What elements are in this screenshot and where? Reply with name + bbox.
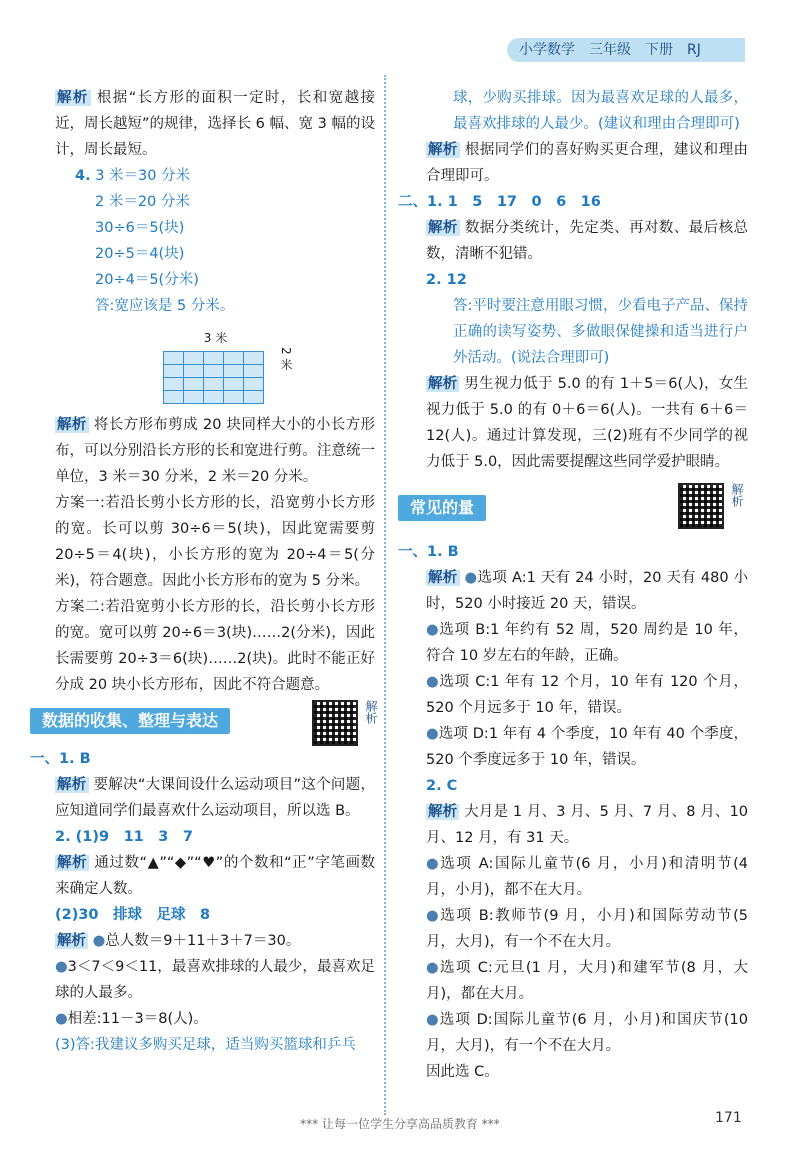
- analysis-paragraph: [398, 799, 748, 851]
- bulb-icon: ●: [426, 960, 441, 976]
- analysis-paragraph: [398, 565, 748, 617]
- answer-line: 20÷4＝5(分米): [95, 272, 199, 288]
- bullet-text: 选项 B:教师节(9 月，小月)和国际劳动节(5 月，大月)，有一个不在大月。: [426, 908, 748, 950]
- analysis-text: 将长方形布剪成 20 块同样大小的小长方形布，可以分别沿长方形的长和宽进行剪。注意统一单位，3 米＝30 分米，2 米＝20 分米。: [55, 417, 376, 485]
- answer-line: 3 米＝30 分米: [95, 168, 191, 184]
- header-grade: 三年级: [589, 42, 631, 58]
- bullet-text: 选项 C:1 年有 12 个月，10 年有 120 个月，520 个月远多于 10 年，错误。: [426, 674, 748, 716]
- answer-line: (3)答:我建议多购买足球，适当购买篮球和乒乓: [55, 1037, 356, 1053]
- analysis-tag: 解析: [428, 804, 458, 820]
- analysis-tag: 解析: [428, 570, 458, 586]
- analysis-text: 大月是 1 月、3 月、5 月、7 月、8 月、10 月、12 月，有 31 天。: [426, 804, 749, 846]
- bulb-icon: ●: [55, 1011, 68, 1027]
- answer-line: 2 米＝20 分米: [95, 194, 190, 210]
- section-heading: [398, 483, 748, 523]
- bulb-icon: ●: [426, 674, 440, 690]
- analysis-tag: 解析: [428, 142, 458, 158]
- answer-line: 20÷5＝4(块): [95, 246, 185, 262]
- answer-line: 2. C: [426, 778, 458, 794]
- bulb-icon: ●: [92, 933, 106, 949]
- answer-line: 2. 12: [426, 272, 467, 288]
- grid-table: [163, 351, 264, 404]
- analysis-text: 要解决“大课间设什么运动项目”这个问题，应知道同学们最喜欢什么运动项目，所以选 B。: [55, 777, 375, 819]
- bullet-point: [398, 721, 748, 773]
- grid-figure: [163, 325, 291, 404]
- section-title: 数据的收集、整理与表达: [30, 708, 230, 734]
- analysis-paragraph: [55, 412, 375, 490]
- bullet-text: 相差:11－3＝8(人)。: [67, 1011, 208, 1027]
- bulb-icon: ●: [426, 856, 441, 872]
- bullet-text: 选项 C:元旦(1 月，大月)和建军节(8 月，大月)，都在大月。: [426, 960, 748, 1002]
- bullet-point: [398, 903, 748, 955]
- bullet-point: [398, 851, 748, 903]
- analysis-paragraph: [55, 928, 375, 954]
- plan-two: 方案二:若沿宽剪小长方形的长，沿长剪小长方形的宽。宽可以剪 20÷6＝3(块)……2(分米)，因此长需要剪 20÷3＝6(块)……2(块)。此时不能正好分成 20 块小长方形布，因此不符合题意。: [55, 599, 375, 693]
- bullet-point: [398, 1007, 748, 1059]
- bullet-point: [398, 669, 748, 721]
- qr-label: 解析: [730, 483, 744, 507]
- question-heading: 一、1. B: [30, 751, 91, 767]
- column-divider: [384, 75, 386, 1115]
- bulb-icon: ●: [55, 959, 68, 975]
- analysis-text: 根据同学们的喜好购买更合理，建议和理由合理即可。: [426, 142, 749, 184]
- left-column: [30, 85, 378, 1058]
- answer-line: 2. (1)9 11 3 7: [55, 829, 193, 845]
- section-title: 常见的量: [398, 495, 486, 521]
- bulb-icon: ●: [426, 726, 439, 742]
- answer-line: (2)30 排球 足球 8: [55, 907, 211, 923]
- analysis-tag: 解析: [428, 376, 458, 392]
- analysis-tag: 解析: [57, 933, 86, 949]
- analysis-tag: 解析: [57, 855, 88, 871]
- bulb-icon: ●: [426, 622, 440, 638]
- analysis-paragraph: [55, 772, 375, 824]
- bullet-text: 3＜7＜9＜11，最喜欢排球的人最少，最喜欢足球的人最多。: [55, 959, 375, 1001]
- question-heading: 二、1. 1 5 17 0 6 16: [398, 194, 601, 210]
- analysis-paragraph: [398, 137, 748, 189]
- qr-label: 解析: [364, 700, 378, 724]
- answer-line: 答:平时要注意用眼习惯，少看电子产品、保持正确的读写姿势、多做眼保健操和适当进行户外活动。(说法合理即可): [453, 298, 748, 366]
- question-heading: 一、1. B: [398, 544, 459, 560]
- qr-code-icon[interactable]: [312, 700, 358, 746]
- bulb-icon: ●: [426, 1012, 440, 1028]
- plan-one: 方案一:若沿长剪小长方形的长，沿宽剪小长方形的宽。长可以剪 30÷6＝5(块)，因此宽需要剪 20÷5＝4(块)，小长方形的宽为 20÷4＝5(分米)，符合题意。因此小长方形布的宽为 5 分米。: [55, 495, 375, 589]
- right-column: [398, 85, 748, 1085]
- analysis-text: 选项 A:1 天有 24 小时，20 天有 480 小时，520 小时接近 20 天，错误。: [426, 570, 749, 612]
- analysis-text: 通过数“▲”“◆”“♥”的个数和“正”字笔画数来确定人数。: [55, 855, 376, 897]
- answer-line: 球，少购买排球。因为最喜欢足球的人最多，最喜欢排球的人最少。(建议和理由合理即可): [453, 90, 748, 132]
- bullet-point: [398, 955, 748, 1007]
- analysis-paragraph: [55, 850, 375, 902]
- analysis-paragraph: [398, 215, 748, 267]
- figure-side-label: 2 米: [279, 347, 293, 371]
- bulb-icon: ●: [426, 908, 441, 924]
- header-subject: 小学数学: [519, 42, 575, 58]
- analysis-text: 数据分类统计，先定类、再对数、最后核总数，清晰不犯错。: [426, 220, 749, 262]
- question-number: 4.: [75, 168, 91, 184]
- bullet-text: 选项 B:1 年约有 52 周，520 周约是 10 年，符合 10 岁左右的年龄，正确。: [426, 622, 748, 664]
- footer-slogan: *** 让每一位学生分享高品质教育 ***: [300, 1117, 500, 1131]
- header-bar: [507, 38, 745, 62]
- analysis-tag: 解析: [57, 417, 87, 433]
- bullet-point: [55, 954, 375, 1006]
- analysis-text: 根据“长方形的面积一定时，长和宽越接近，周长越短”的规律，选择长 6 幅、宽 3 幅的设计，周长最短。: [55, 90, 376, 158]
- analysis-paragraph: [55, 85, 375, 163]
- answer-line: 30÷6＝5(块): [95, 220, 185, 236]
- header-edition: RJ: [687, 42, 701, 58]
- bulb-icon: ●: [464, 570, 478, 586]
- q4-block: [55, 163, 375, 319]
- section-heading: [30, 700, 378, 736]
- conclusion-line: 因此选 C。: [426, 1064, 499, 1080]
- bullet-point: [55, 1006, 375, 1032]
- bullet-text: 选项 D:1 年有 4 个季度，10 年有 40 个季度，520 个季度远多于 10 年，错误。: [426, 726, 748, 768]
- bullet-point: [398, 617, 748, 669]
- header-volume: 下册: [645, 42, 673, 58]
- bullet-text: 选项 D:国际儿童节(6 月，小月)和国庆节(10 月，大月)，有一个不在大月。: [426, 1012, 748, 1054]
- bullet-text: 选项 A:国际儿童节(6 月，小月)和清明节(4 月，小月)，都不在大月。: [426, 856, 748, 898]
- answer-line: 答:宽应该是 5 分米。: [95, 298, 235, 314]
- analysis-text: 总人数＝9＋11＋3＋7＝30。: [105, 933, 301, 949]
- page-number: 171: [715, 1110, 742, 1126]
- analysis-tag: 解析: [428, 220, 458, 236]
- analysis-tag: 解析: [57, 777, 87, 793]
- analysis-text: 男生视力低于 5.0 的有 1＋5＝6(人)，女生视力低于 5.0 的有 0＋6＝6(人)。一共有 6＋6＝12(人)。通过计算发现，三(2)班有不少同学的视力低于 5.0，因此需要提醒这些同学爱护眼睛。: [426, 376, 749, 470]
- figure-top-label: 3 米: [203, 331, 228, 345]
- analysis-tag: 解析: [57, 90, 89, 106]
- qr-code-icon[interactable]: [678, 483, 724, 529]
- analysis-paragraph: [398, 371, 748, 475]
